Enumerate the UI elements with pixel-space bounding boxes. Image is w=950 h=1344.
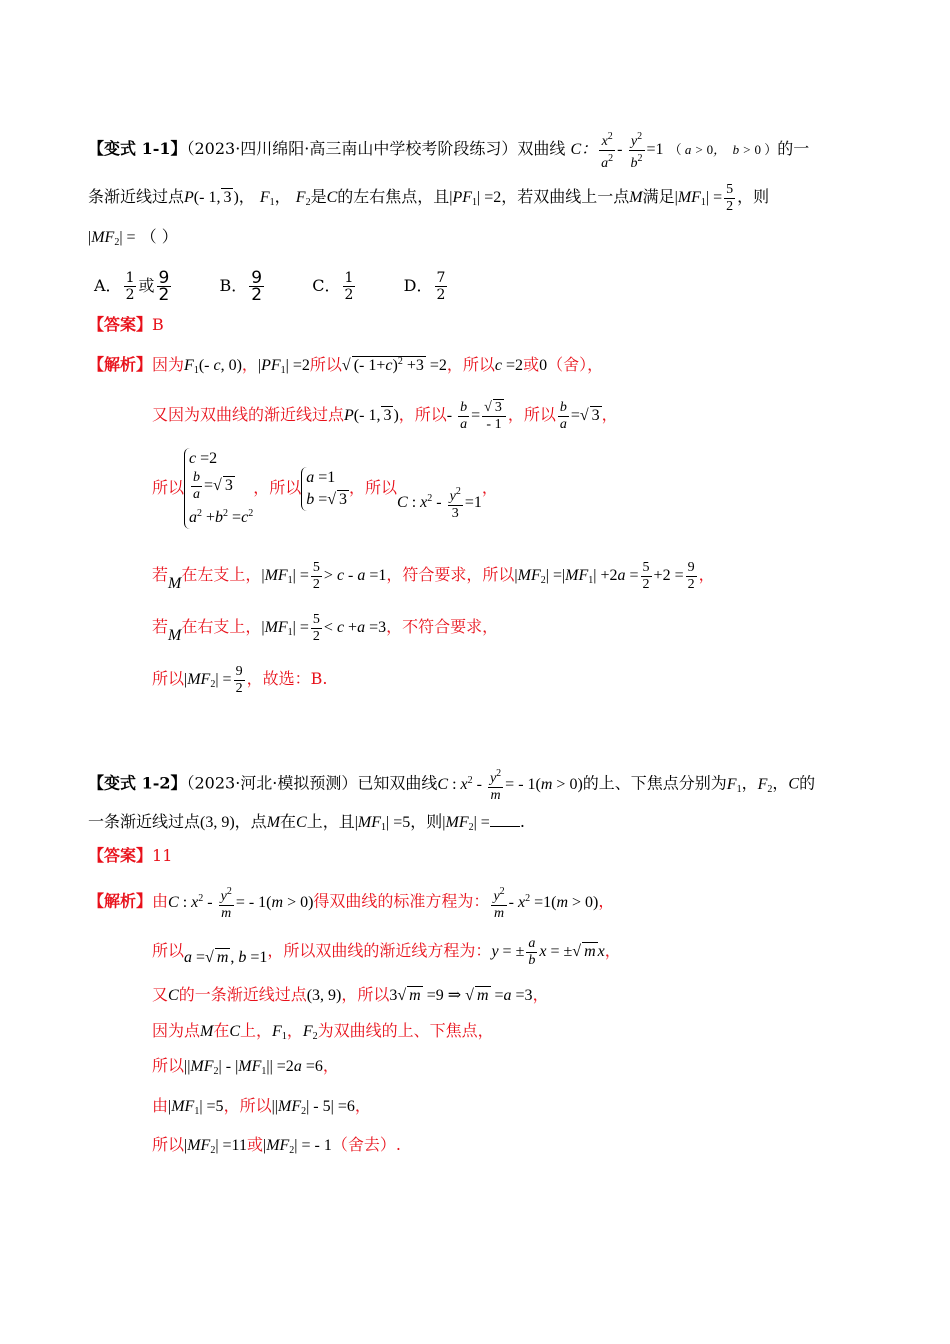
- q1-s1-text-b: 所以: [309, 355, 342, 374]
- q2-eq-result-neg: $|MF_2|$ = - 1: [262, 1137, 332, 1156]
- q2-answer-value: 11: [152, 846, 173, 865]
- q2-eq-c: C: [788, 775, 800, 793]
- q2-eq-f2-2: $F_2$: [302, 1023, 318, 1042]
- q2-eq-c-3: C: [168, 987, 179, 1004]
- q1-eq-final: $|MF_2|$ = $\frac{9}{2}$: [184, 664, 243, 696]
- q2-eq-mf1-2: $|MF_1| =5$: [168, 1098, 224, 1117]
- q2-s3-text-b: 的一条渐近线过点: [178, 985, 307, 1004]
- q1-s4-text-c: ，符合要求，所以: [386, 565, 515, 585]
- q1-s6-text-b: ，故选：B.: [246, 669, 328, 689]
- q1-stem-line-2: 条渐近线过点P(- 1, 3 )， $F_1$， $F_2$是C的左右焦点，且$|PF_1| =2$，若双曲线上一点M满足$|MF_1|$ = $\frac{5}{2}$ ，则: [88, 182, 770, 214]
- q1-answer-label: 【答案】: [88, 315, 153, 334]
- q2-s3-text-c: ，所以: [341, 985, 390, 1004]
- q1-eq-slope: - $\frac{b}{a}$ = $\frac{√ 3}{- 1}$: [447, 407, 508, 424]
- q1-s5-text-b: 在右支上，: [181, 617, 262, 637]
- q1-s2-text-b: ，所以: [398, 405, 447, 425]
- q1-s4-text-b: 在左支上，: [181, 565, 262, 585]
- q2-text-end: .: [519, 812, 525, 831]
- q2-answer-label: 【答案】: [88, 846, 153, 865]
- q1-text-c: 的左右焦点，且: [337, 187, 450, 207]
- q2-stem-line-1: 【变式 1-2】（2023·河北·模拟预测）已知双曲线C : $x^2$ - $\frac{y^2}{m}$ = - 1(m > 0)的上、下焦点分别为$F_1$，$F_2$，C的: [88, 768, 816, 803]
- q2-s7-text-c: （舍去）.: [331, 1135, 401, 1154]
- q1-analysis-step-5: [152, 612, 498, 648]
- q1-s6-text-a: 所以: [152, 669, 185, 689]
- q2-analysis-step-1: 【解析】由C : $x^2$ - $\frac{y^2}{m}$ = - 1(m > 0)得双曲线的标准方程为： $\frac{y^2}{m}$ - $x^2 =1(m > 0)$，: [88, 886, 615, 921]
- q2-s7-text-a: 所以: [152, 1135, 185, 1154]
- q2-text-b: 的上、下焦点分别为: [582, 773, 727, 793]
- q1-eq-result: C : $x^2$ - $\frac{y^2}{3}$ =1: [397, 486, 482, 522]
- q1-eq-ratio: $\frac{b}{a}$ =√ 3: [559, 400, 600, 432]
- q1-eq-mf1: $|MF_1|$ = $\frac{5}{2}$: [674, 182, 734, 214]
- q1-text-b: 是: [310, 187, 327, 207]
- q2-answer: [88, 844, 172, 868]
- q1-s1-text-d: 或: [523, 355, 540, 374]
- q1-eq-c2: c =2: [494, 357, 524, 374]
- q2-eq-solve-m: 3√ m =9 ⇒ √ m =a =3: [389, 987, 533, 1004]
- q2-text-l2b: ，点: [234, 812, 267, 831]
- q2-analysis-label: 【解析】: [88, 891, 153, 911]
- q2-eq-f1-2: $F_1$: [272, 1023, 287, 1042]
- q2-analysis-step-2: 所以a =√ m , b =1，所以双曲线的渐近线方程为：y = ± $\frac{a}{b}$ x = ±√ m x，: [152, 936, 621, 968]
- q1-stem-line-1: [88, 129, 809, 172]
- q1-eq-f2: $F_2$: [295, 189, 311, 209]
- q1-tag: 【变式 1-1】: [88, 139, 187, 159]
- q2-text-l2e: ，则: [410, 812, 443, 831]
- q1-option-d: D． $\frac{7}{2}$: [403, 270, 446, 303]
- q1-text-d: ，若双曲线上一点: [501, 187, 630, 207]
- q2-eq-asymptote: y = ± $\frac{a}{b}$ x = ±√ m x: [491, 936, 605, 968]
- q1-eq-m-3: M: [168, 627, 182, 645]
- q1-eq-f1: $F_1$: [259, 189, 275, 209]
- q1-s2-text-a: 又因为双曲线的渐近线过点: [152, 405, 345, 425]
- q1-eq-mf2-calc: $|MF_2| =|MF_1| +2a$ = $\frac{5}{2}$ +2 = $\frac{9}{2}$: [514, 560, 695, 592]
- q2-eq-mf2: $|MF_2|$ =: [442, 814, 490, 833]
- q1-eq-f1-coord: $F_1(-$ c, 0): [184, 357, 242, 376]
- q1-analysis-label: 【解析】: [88, 355, 153, 374]
- q2-s4-text-d: 为双曲线的上、下焦点，: [317, 1021, 494, 1040]
- q1-eq-point: P(- 1, 3 ): [184, 189, 239, 207]
- q1-eq-m-2: M: [168, 575, 182, 593]
- q1-eq-left-branch: $|MF_1|$ = $\frac{5}{2}$ > c - a =1: [261, 560, 387, 592]
- q1-analysis-step-1: 【解析】因为$F_1(-$ c, 0)，$|PF_1| =2$所以√ (- 1+c)$^2$ +3 =2，所以c =2或0（舍），: [88, 355, 604, 376]
- q2-eq-f2: $F_2$: [757, 775, 773, 795]
- q1-eq-hyperbola: C： $\frac{x^2}{a^2}$ - $\frac{y^2}{b^2}$ =1: [570, 131, 664, 171]
- q1-option-a: A． $\frac{1}{2}$ 或 $\frac{9}{2}$: [94, 268, 170, 305]
- q2-s6-text-b: ，所以: [223, 1096, 272, 1115]
- q1-s5-text-a: 若: [152, 617, 169, 637]
- q2-s4-text-c: 上，: [240, 1021, 273, 1040]
- q1-s3-text-b: ，所以: [253, 478, 302, 497]
- q1-stem-tail: 的一: [777, 139, 810, 159]
- q1-eq-m: M: [629, 189, 643, 207]
- q2-eq-m: M: [266, 814, 281, 831]
- q2-analysis-step-6: 由$|MF_1| =5$，所以$||MF_2| - 5| =6$，: [152, 1096, 371, 1117]
- q2-eq-c-4: C: [229, 1023, 241, 1040]
- q2-eq-diff: $||MF_2| - |MF_1|| =2a =6$: [184, 1058, 323, 1077]
- q1-answer: [88, 313, 164, 337]
- q2-blank: [490, 812, 520, 827]
- q2-source: （2023·河北·模拟预测）已知双曲线: [186, 773, 438, 793]
- q1-analysis-step-3: 所以 c =2 $\frac{b}{a}$ =√ 3 $a^2 +b^2 =c^2$ ，所以 a =1 b =√ 3 ，所以C : $x^2$ - $\frac{y^2}{3}$ =1，: [152, 448, 498, 538]
- q2-s3-text-a: 又: [152, 985, 169, 1004]
- q1-s4-text-a: 若: [152, 565, 169, 585]
- q1-s2-text-c: ，所以: [507, 405, 556, 425]
- q2-analysis-step-7: [152, 1133, 401, 1163]
- q2-analysis-step-5: 所以$||MF_2| - |MF_1|| =2a =6$，: [152, 1056, 339, 1077]
- q1-eq-pf1-2: $|PF_1| =2$: [257, 357, 310, 376]
- q2-eq-f1: $F_1$: [726, 775, 742, 795]
- q2-text-l2c: 在: [280, 812, 297, 831]
- q2-s5-text-a: 所以: [152, 1056, 185, 1075]
- q2-eq-abs: $||MF_2| - 5| =6$: [271, 1098, 355, 1117]
- q1-eq-point-2: P(- 1, 3 ): [344, 407, 399, 425]
- q2-eq-given: C : $x^2$ - $\frac{y^2}{m}$ = - 1(m > 0): [168, 886, 314, 921]
- q1-option-c: C． $\frac{1}{2}$: [312, 270, 354, 303]
- q1-s1-text-a: 因为: [152, 355, 185, 374]
- q1-source: （2023·四川绵阳·高三南山中学校考阶段练习）双曲线: [186, 139, 566, 159]
- q2-stem-line-2: [88, 810, 525, 840]
- q2-s2-text-a: 所以: [152, 941, 185, 961]
- q1-eq-right-branch: $|MF_1|$ = $\frac{5}{2}$ < c +a =3: [261, 612, 387, 644]
- q1-eq-mf2: $|MF_2|$ =: [88, 229, 136, 248]
- q2-analysis-step-3: 又C的一条渐近线过点(3, 9)，所以3√ m =9 ⇒ √ m =a =3，: [152, 985, 549, 1004]
- q1-s3-text-c: ，所以: [349, 478, 398, 497]
- q1-stem-line-3: [88, 225, 178, 255]
- q1-options: [94, 270, 449, 303]
- q1-eq-root: √ (- 1+c)$^2$ +3 =2: [341, 356, 447, 374]
- q2-eq-standard: $\frac{y^2}{m}$ - $x^2 =1(m > 0)$: [493, 886, 599, 921]
- q2-eq-ab: a =√ m , b =1: [184, 949, 268, 967]
- q2-text-c: 的: [799, 773, 816, 793]
- q1-s5-text-c: ，不符合要求，: [386, 617, 499, 637]
- q1-option-b: B． $\frac{9}{2}$: [219, 268, 263, 305]
- q1-s3-text-a: 所以: [152, 478, 185, 497]
- q1-text-a: 条渐近线过点: [88, 187, 185, 207]
- q1-eq-zero: 0: [539, 357, 548, 374]
- q2-text-l2a: 一条渐近线过点: [88, 812, 201, 831]
- q1-answer-value: B: [152, 315, 164, 334]
- q2-eq-point-2: (3, 9): [306, 987, 342, 1004]
- q1-eq-system-2: a =1 b =√ 3: [301, 467, 349, 511]
- q2-s2-text-b: ，所以双曲线的渐近线方程为：: [267, 941, 492, 961]
- q1-analysis-step-4: 若M在左支上，$|MF_1|$ = $\frac{5}{2}$ > c - a =1，符合要求，所以$|MF_2| =|MF_1| +2a$ = $\frac{5}{2}$ +2 = $\frac{9}{2}$ ，: [152, 560, 715, 593]
- q1-text-e: 满足: [642, 187, 675, 207]
- q2-eq-c-2: C: [296, 814, 307, 831]
- q2-text-l2d: 上，且: [306, 812, 355, 831]
- q1-analysis-step-2: 又因为双曲线的渐近线过点P(- 1, 3 )，所以- $\frac{b}{a}$ = $\frac{√ 3}{- 1}$ ，所以 $\frac{b}{a}$ =√ 3 ，: [152, 400, 618, 432]
- q1-text-f: ，则: [737, 187, 770, 207]
- q1-eq-pf1: $|PF_1| =2$: [449, 189, 502, 209]
- q1-s1-text-e: （舍），: [547, 355, 604, 374]
- q2-s7-text-b: 或: [246, 1135, 263, 1154]
- q2-eq-result-11: $|MF_2| =11$: [184, 1137, 247, 1156]
- q2-s6-text-a: 由: [152, 1096, 169, 1115]
- q2-eq-m-2: M: [200, 1023, 214, 1040]
- q1-eq-condition: （ a > 0， b > 0 ）: [668, 142, 778, 158]
- q2-s4-text-a: 因为点: [152, 1021, 201, 1040]
- q2-s1-text-b: 得双曲线的标准方程为：: [313, 891, 490, 911]
- q1-s1-text-c: 所以: [462, 355, 495, 374]
- q2-eq-mf1: $|MF_1| =5$: [354, 814, 411, 833]
- q2-eq-hyperbola: C : $x^2$ - $\frac{y^2}{m}$ = - 1(m > 0): [437, 768, 583, 803]
- q1-analysis-step-6: [152, 664, 327, 697]
- q2-s1-text-a: 由: [152, 891, 169, 911]
- q2-analysis-step-4: 因为点M在C上，$F_1$，$F_2$为双曲线的上、下焦点，: [152, 1021, 494, 1042]
- q1-blank: （ ）: [140, 227, 178, 246]
- q2-eq-point: (3, 9): [200, 814, 235, 831]
- q1-eq-c: C: [326, 189, 338, 207]
- q1-eq-system-1: c =2 $\frac{b}{a}$ =√ 3 $a^2 +b^2 =c^2$: [184, 448, 253, 529]
- q2-tag: 【变式 1-2】: [88, 773, 187, 793]
- q2-s4-text-b: 在: [213, 1021, 230, 1040]
